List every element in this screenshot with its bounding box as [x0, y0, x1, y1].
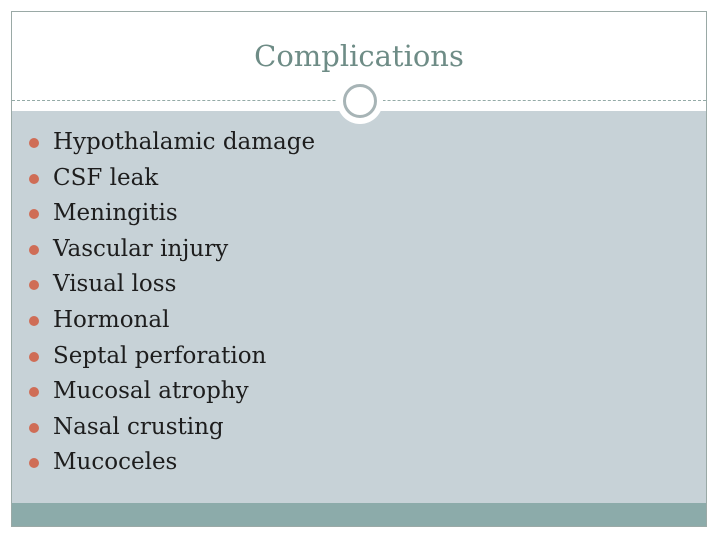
bullet-dot-icon	[29, 458, 39, 468]
bullet-item	[28, 303, 688, 339]
divider-circle-inner-icon	[343, 84, 377, 118]
bullet-text: Meningitis	[53, 200, 178, 227]
bullet-text: Vascular injury	[53, 235, 229, 262]
bullet-item	[28, 410, 688, 446]
bullet-text: Visual loss	[53, 271, 177, 298]
bullet-item	[28, 445, 688, 481]
bullet-dot-icon	[29, 280, 39, 290]
bullet-dot-icon	[29, 423, 39, 433]
footer-band	[12, 503, 706, 527]
bullet-text: Mucosal atrophy	[53, 378, 249, 405]
bullet-dot-icon	[29, 174, 39, 184]
bullet-text: Hormonal	[53, 306, 170, 333]
bullet-item	[28, 374, 688, 410]
bullet-dot-icon	[29, 245, 39, 255]
bullet-dot-icon	[29, 316, 39, 326]
divider-circle-icon	[337, 78, 383, 124]
bullet-item	[28, 232, 688, 268]
slide-frame	[11, 11, 707, 527]
bullet-text: Hypothalamic damage	[53, 129, 316, 155]
bullet-item	[28, 339, 688, 375]
content-panel	[12, 111, 706, 503]
slide-title: Complications	[254, 39, 464, 73]
bullet-list	[28, 125, 688, 481]
bullet-item	[28, 125, 688, 161]
bullet-text: Septal perforation	[53, 342, 267, 369]
bullet-dot-icon	[29, 387, 39, 397]
bullet-item	[28, 196, 688, 232]
bullet-dot-icon	[29, 209, 39, 219]
bullet-text: CSF leak	[53, 164, 159, 191]
bullet-text: Mucoceles	[53, 449, 178, 476]
bullet-dot-icon	[29, 138, 39, 148]
bullet-dot-icon	[29, 352, 39, 362]
bullet-item	[28, 161, 688, 197]
bullet-text: Nasal crusting	[53, 413, 224, 440]
bullet-item	[28, 267, 688, 303]
